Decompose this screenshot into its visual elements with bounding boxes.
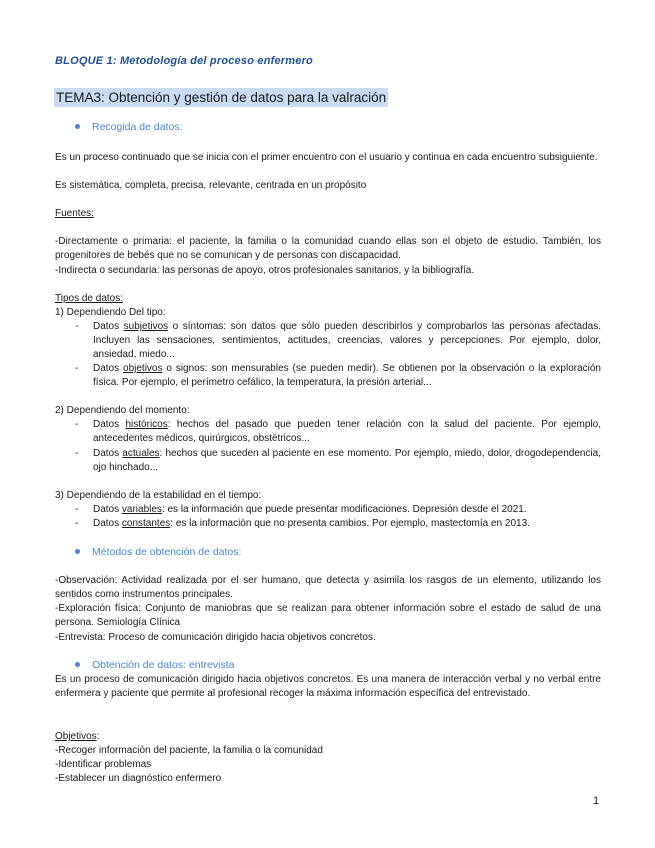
bullet-icon	[75, 124, 80, 129]
fuentes-heading: Fuentes:	[55, 208, 94, 219]
tipos-group-3: 3) Dependiendo de la estabilidad en el tiempo:	[55, 490, 262, 501]
section-metodos: Métodos de obtención de datos:	[75, 546, 241, 558]
entrevista-paragraph: Es un proceso de comunicación dirigido hacia objetivos concretos. Es una manera de interacción verbal y no verbal entre enfermera y paciente que permite al profesional recoger la máxima información específica del entrevistado.	[55, 674, 601, 700]
tipos-group-1: 1) Dependiendo Del tipo:	[55, 307, 166, 318]
list-item-objetivos: Datos objetivos o signos: son mensurables (se pueden medir). Se obtienen por la observación o la exploración física. Por ejemplo, el perímetro cefálico, la temperatura, la presión arterial...	[93, 363, 601, 389]
list-dash: -	[75, 321, 79, 332]
bullet-icon	[75, 549, 80, 554]
tipos-heading: Tipos de datos:	[55, 293, 124, 304]
section-recogida: Recogida de datos:	[75, 121, 182, 133]
block-title: BLOQUE 1: Metodología del proceso enfermero	[55, 55, 313, 67]
metodo-exploracion: -Exploración física: Conjunto de maniobras que se realizan para obtener información sobre el estado de salud de una persona. Semiología Clínica	[55, 603, 601, 629]
page-number: 1	[593, 795, 600, 807]
recogida-paragraph-2: Es sistemática, completa, precisa, relevante, centrada en un propósito	[55, 180, 367, 191]
tema-title: TEMA3: Obtención y gestión de datos para la valración	[56, 90, 387, 105]
objetivo-item: -Establecer un diagnóstico enfermero	[55, 773, 222, 784]
fuentes-indirecta: -Indirecta o secundaria: las personas de apoyo, otros profesionales sanitarios, y la bibliografía.	[55, 265, 475, 276]
list-item-actuales: Datos actuales: hechos que suceden al paciente en ese momento. Por ejemplo, miedo, dolor, drogodependencia, ojo hinchado...	[93, 448, 601, 474]
list-dash: -	[75, 518, 79, 529]
bullet-icon	[75, 662, 80, 667]
list-dash: -	[75, 419, 79, 430]
section-entrevista: Obtención de datos: entrevista	[75, 659, 234, 671]
list-item-subjetivos: Datos subjetivos o síntomas: son datos que sólo pueden describirlos y comprobarlos las personas afectadas. Incluyen las sensaciones, sentimientos, actitudes, creencias, valores y percepciones. Por ejemplo, dolor, ansiedad, miedo...	[93, 321, 602, 361]
list-item-historicos: Datos históricos: hechos del pasado que pueden tener relación con la salud del paciente. Por ejemplo, antecedentes médicos, quirúrgicos, obstétricos...	[93, 419, 602, 445]
fuentes-directa: -Directamente o primaria: el paciente, la familia o la comunidad cuando ellas son el objeto de estudio. También, los progenitores de bebés que no se comunican y de personas con discapacidad.	[55, 236, 601, 262]
metodo-observacion: -Observación: Actividad realizada por el ser humano, que detecta y asimila los rasgos de un elemento, utilizando los sentidos como instrumentos principales.	[55, 575, 601, 601]
recogida-paragraph-1: Es un proceso continuado que se inicia con el primer encuentro con el usuario y continua en cada encuentro subsiguiente.	[55, 152, 598, 163]
list-item-constantes: Datos constantes: es la información que no presenta cambios. Por ejemplo, mastectomía en 2013.	[93, 518, 530, 529]
list-dash: -	[75, 448, 79, 459]
tipos-group-2: 2) Dependiendo del momento:	[55, 405, 190, 416]
list-item-variables: Datos variables: es la información que puede presentar modificaciones. Depresión desde el 2021.	[93, 504, 527, 515]
objetivo-item: -Recoger información del paciente, la familia o la comunidad	[55, 745, 323, 756]
list-dash: -	[75, 363, 79, 374]
objetivos-heading: Objetivos:	[55, 731, 100, 742]
list-dash: -	[75, 504, 79, 515]
metodo-entrevista: -Entrevista: Proceso de comunicación dirigido hacia objetivos concretos.	[55, 632, 376, 643]
objetivo-item: -Identificar problemas	[55, 759, 152, 770]
